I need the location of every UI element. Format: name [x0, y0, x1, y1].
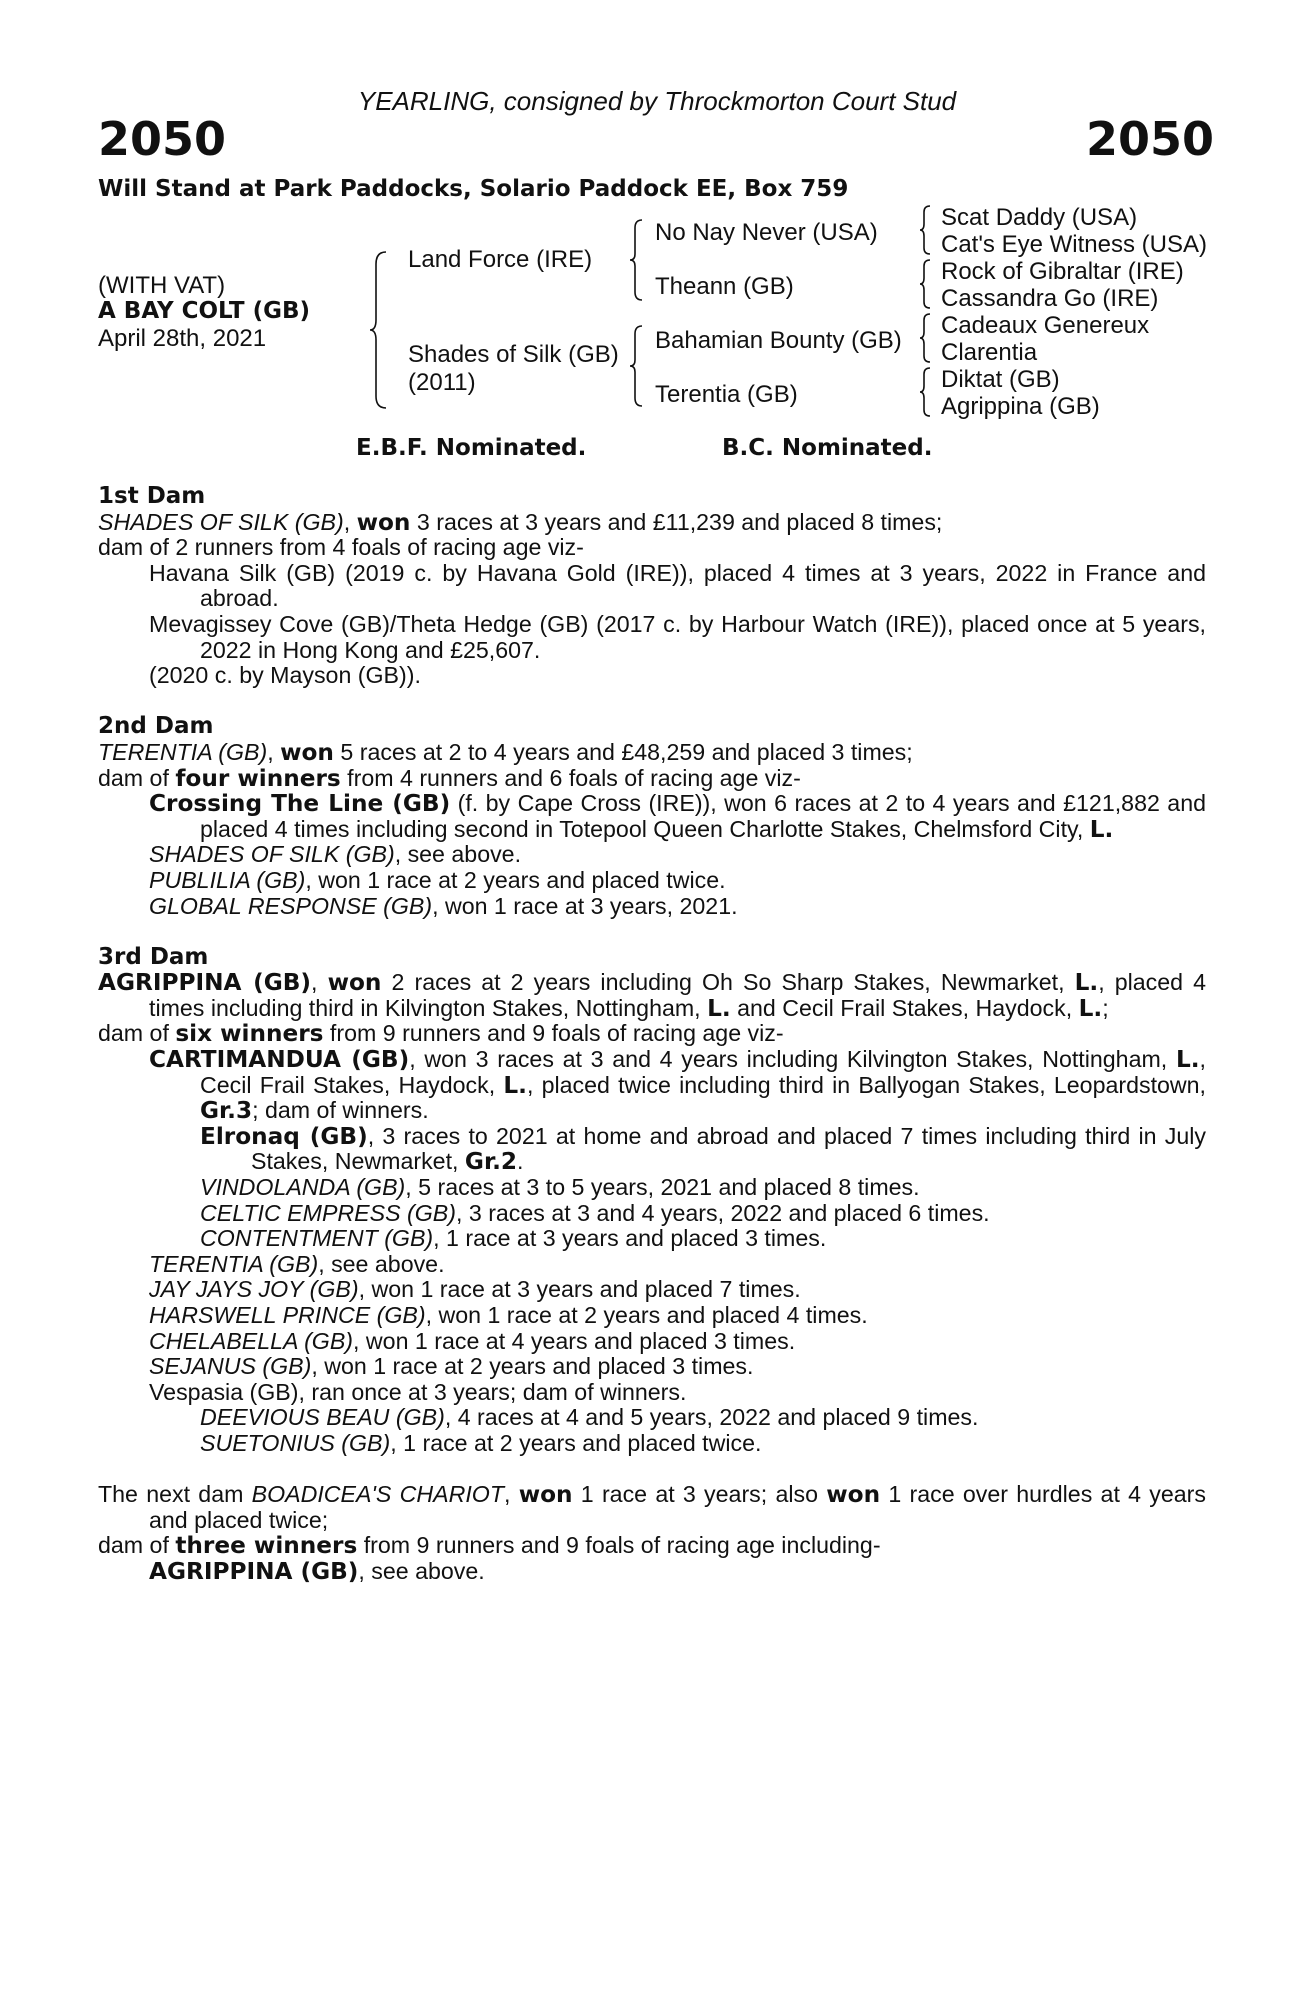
pedigree-brace-dam: [628, 324, 646, 408]
next-dam-won-1: won: [518, 1481, 573, 1509]
terentia-name: TERENTIA (GB): [149, 1250, 319, 1277]
second-dam-produce-line: [98, 766, 1206, 792]
second-dam-produce-a: dam of: [98, 764, 176, 791]
first-dam-progeny-2: Mevagissey Cove (GB)/Theta Hedge (GB) (2017 c. by Harbour Watch (IRE)), placed once at 5 years, 2022 in Hong Kong and £25,607.: [149, 610, 1206, 663]
second-dam-won: won: [280, 738, 334, 766]
contentment-entry: [98, 1226, 1206, 1252]
second-dam-progeny-4-name: GLOBAL RESPONSE (GB): [149, 892, 433, 919]
second-dam-produce-c: from 4 runners and 6 foals of racing age viz-: [340, 764, 801, 791]
next-dam-name: BOADICEA'S CHARIOT: [251, 1481, 504, 1508]
cartimandua-listed-2: L.: [503, 1071, 527, 1099]
sejanus-text: , won 1 race at 2 years and placed 3 times.: [311, 1353, 754, 1380]
second-dam-progeny-3: [98, 868, 1206, 894]
second-dam-record: [98, 740, 1206, 766]
second-dam-progeny-4: [98, 894, 1206, 920]
cartimandua-entry: [98, 1047, 1206, 1124]
pedigree-brace-g1: [918, 204, 934, 256]
celtic-empress-entry: [98, 1201, 1206, 1227]
horse-name: A BAY COLT (GB): [98, 298, 311, 324]
pedigree-g6: Clarentia: [941, 339, 1038, 366]
third-dam-listed-3: L.: [1078, 994, 1103, 1022]
third-dam-listed-2: L.: [707, 994, 731, 1022]
foaling-date: April 28th, 2021: [98, 325, 267, 352]
elronaq-gr2: Gr.2: [464, 1148, 518, 1176]
next-dam-sep: ,: [503, 1481, 519, 1508]
first-dam-produce-line: dam of 2 runners from 4 foals of racing age viz-: [98, 534, 584, 561]
next-dam-t1: 1 race at 3 years; also: [572, 1481, 827, 1508]
next-dam-produce-b: three winners: [175, 1532, 358, 1560]
third-dam-sep: ,: [311, 969, 328, 996]
second-dam-sep: ,: [267, 738, 281, 765]
next-dam-progeny-1: [98, 1559, 1206, 1585]
first-dam-won: won: [356, 508, 411, 536]
stabling-location: Will Stand at Park Paddocks, Solario Paddock EE, Box 759: [98, 176, 849, 202]
second-dam-name: TERENTIA (GB): [98, 738, 268, 765]
vat-note: (WITH VAT): [98, 272, 226, 299]
third-dam-record: [98, 970, 1206, 1021]
next-dam-produce-line: [98, 1533, 1206, 1559]
third-dam-won: won: [327, 969, 382, 997]
jay-jays-joy-name: JAY JAYS JOY (GB): [149, 1276, 359, 1303]
vindolanda-text: , 5 races at 3 to 5 years, 2021 and placed 8 times.: [405, 1174, 920, 1201]
cartimandua-listed-1: L.: [1175, 1046, 1200, 1074]
next-dam-progeny-1-text: , see above.: [358, 1557, 485, 1584]
elronaq-entry: [98, 1124, 1206, 1175]
next-dam-progeny-1-name: AGRIPPINA (GB): [149, 1557, 359, 1585]
second-dam-progeny-1-listed: L.: [1089, 815, 1114, 843]
vespasia-entry: Vespasia (GB), ran once at 3 years; dam of winners.: [149, 1378, 687, 1405]
pedigree-g4: Cassandra Go (IRE): [941, 285, 1159, 312]
pedigree-dam-dam: Terentia (GB): [655, 381, 798, 408]
second-dam-progeny-3-name: PUBLILIA (GB): [149, 866, 306, 893]
terentia-text: , see above.: [318, 1250, 445, 1277]
pedigree-brace-main: [368, 250, 392, 410]
suetonius-entry: [98, 1431, 1206, 1457]
suetonius-name: SUETONIUS (GB): [200, 1429, 391, 1456]
terentia-entry: [98, 1252, 1206, 1278]
harswell-prince-name: HARSWELL PRINCE (GB): [149, 1302, 426, 1328]
deevious-beau-name: DEEVIOUS BEAU (GB): [200, 1404, 445, 1431]
pedigree-g8: Agrippina (GB): [941, 393, 1100, 420]
second-dam-progeny-1-name: Crossing The Line (GB): [149, 790, 451, 818]
second-dam-progeny-2-text: , see above.: [394, 841, 522, 868]
second-dam-progeny-4-text: , won 1 race at 3 years, 2021.: [432, 892, 738, 919]
pedigree-sire: Land Force (IRE): [408, 246, 593, 273]
pedigree-brace-g2: [918, 258, 934, 310]
suetonius-text: , 1 race at 2 years and placed twice.: [390, 1429, 762, 1456]
consignment-line: YEARLING, consigned by Throckmorton Court Stud: [357, 86, 957, 116]
first-dam-progeny-1: Havana Silk (GB) (2019 c. by Havana Gold (IRE)), placed 4 times at 3 years, 2022 in France and abroad.: [149, 559, 1206, 612]
first-dam-sep: ,: [343, 508, 357, 535]
first-dam-record: [98, 510, 1206, 536]
contentment-name: CONTENTMENT (GB): [200, 1225, 434, 1252]
jay-jays-joy-text: , won 1 race at 3 years and placed 7 times.: [358, 1276, 801, 1303]
pedigree-dam: Shades of Silk (GB): [408, 341, 619, 368]
vindolanda-entry: [98, 1175, 1206, 1201]
celtic-empress-name: CELTIC EMPRESS (GB): [200, 1199, 456, 1226]
third-dam-name: AGRIPPINA (GB): [98, 969, 312, 997]
third-dam-r4: ;: [1102, 994, 1109, 1021]
cartimandua-t3: , placed twice including third in Ballyogan Stakes, Leopardstown,: [526, 1071, 1206, 1098]
elronaq-name: Elronaq (GB): [200, 1122, 368, 1150]
second-dam-produce-b: four winners: [175, 764, 341, 792]
next-dam-produce-a: dam of: [98, 1532, 176, 1559]
second-dam-progeny-1-text: (f. by Cape Cross (IRE)), won 6 races at 2 to 4 years and £121,882 and placed 4 times including second in Totepool Queen Charlotte Stakes, Chelmsford City,: [200, 790, 1206, 842]
harswell-prince-text: , won 1 race at 2 years and placed 4 times.: [425, 1302, 868, 1328]
pedigree-brace-sire: [628, 218, 646, 302]
next-dam-record: [98, 1482, 1206, 1533]
pedigree-g2: Cat's Eye Witness (USA): [941, 231, 1207, 258]
pedigree-dam-year: (2011): [408, 369, 476, 396]
pedigree-dam-sire: Bahamian Bounty (GB): [655, 327, 902, 354]
harswell-prince-entry: [98, 1303, 1206, 1329]
sejanus-entry: [98, 1354, 1206, 1380]
lot-number-left: 2050: [98, 112, 227, 166]
next-dam-t2: 1 race over hurdles at 4 years and placed twice;: [149, 1481, 1206, 1533]
elronaq-t1: , 3 races to 2021 at home and abroad and placed 7 times including third in July Stakes, Newmarket,: [251, 1122, 1206, 1175]
third-dam-listed-1: L.: [1074, 969, 1099, 997]
pedigree-brace-g4: [918, 366, 934, 418]
elronaq-t2: .: [517, 1148, 524, 1175]
contentment-text: , 1 race at 3 years and placed 3 times.: [433, 1225, 827, 1252]
lot-number-right: 2050: [1086, 112, 1215, 166]
chelabella-text: , won 1 race at 4 years and placed 3 times.: [353, 1327, 796, 1354]
third-dam-produce-a: dam of: [98, 1020, 176, 1047]
third-dam-r3: and Cecil Frail Stakes, Haydock,: [730, 994, 1079, 1021]
sejanus-name: SEJANUS (GB): [149, 1353, 312, 1380]
pedigree-g5: Cadeaux Genereux: [941, 312, 1150, 339]
second-dam-heading: 2nd Dam: [98, 713, 214, 740]
bc-nomination: B.C. Nominated.: [722, 435, 933, 461]
pedigree-sire-sire: No Nay Never (USA): [655, 219, 878, 246]
first-dam-name: SHADES OF SILK (GB): [98, 508, 344, 535]
celtic-empress-text: , 3 races at 3 and 4 years, 2022 and placed 6 times.: [455, 1199, 990, 1226]
first-dam-record-text: 3 races at 3 years and £11,239 and placed 8 times;: [410, 508, 943, 535]
cartimandua-t2: , Cecil Frail Stakes, Haydock,: [200, 1046, 1206, 1098]
second-dam-progeny-3-text: , won 1 race at 2 years and placed twice.: [305, 866, 726, 893]
cartimandua-t1: , won 3 races at 3 and 4 years including Kilvington Stakes, Nottingham,: [409, 1046, 1176, 1073]
second-dam-progeny-2-name: SHADES OF SILK (GB): [149, 841, 395, 868]
third-dam-produce-b: six winners: [175, 1020, 324, 1048]
pedigree-brace-g3: [918, 312, 934, 364]
next-dam-intro: The next dam: [98, 1481, 252, 1508]
next-dam-won-2: won: [826, 1481, 881, 1509]
third-dam-produce-c: from 9 runners and 9 foals of racing age viz-: [323, 1020, 784, 1047]
cartimandua-name: CARTIMANDUA (GB): [149, 1046, 410, 1074]
deevious-beau-entry: [98, 1405, 1206, 1431]
second-dam-record-text: 5 races at 2 to 4 years and £48,259 and placed 3 times;: [333, 738, 913, 765]
second-dam-progeny-2: [98, 842, 1206, 868]
pedigree-g3: Rock of Gibraltar (IRE): [941, 258, 1184, 285]
first-dam-heading: 1st Dam: [98, 483, 206, 509]
cartimandua-t4: ; dam of winners.: [252, 1097, 429, 1124]
third-dam-produce-line: [98, 1021, 1206, 1047]
third-dam-heading: 3rd Dam: [98, 943, 209, 970]
chelabella-entry: [98, 1329, 1206, 1355]
chelabella-name: CHELABELLA (GB): [149, 1327, 354, 1354]
vindolanda-name: VINDOLANDA (GB): [200, 1174, 406, 1201]
first-dam-progeny-3: (2020 c. by Mayson (GB)).: [149, 662, 421, 689]
ebf-nomination: E.B.F. Nominated.: [356, 435, 587, 461]
pedigree-g7: Diktat (GB): [941, 366, 1060, 393]
third-dam-r2: , placed 4 times including third in Kilvington Stakes, Nottingham,: [149, 969, 1207, 1021]
second-dam-progeny-1: [98, 791, 1206, 842]
produce-record: [98, 484, 1206, 1585]
next-dam-produce-c: from 9 runners and 9 foals of racing age including-: [357, 1532, 881, 1559]
deevious-beau-text: , 4 races at 4 and 5 years, 2022 and placed 9 times.: [444, 1404, 979, 1431]
cartimandua-gr3: Gr.3: [200, 1097, 253, 1125]
pedigree-sire-dam: Theann (GB): [655, 273, 794, 300]
jay-jays-joy-entry: [98, 1277, 1206, 1303]
third-dam-r1: 2 races at 2 years including Oh So Sharp Stakes, Newmarket,: [381, 969, 1075, 996]
pedigree-g1: Scat Daddy (USA): [941, 204, 1138, 231]
